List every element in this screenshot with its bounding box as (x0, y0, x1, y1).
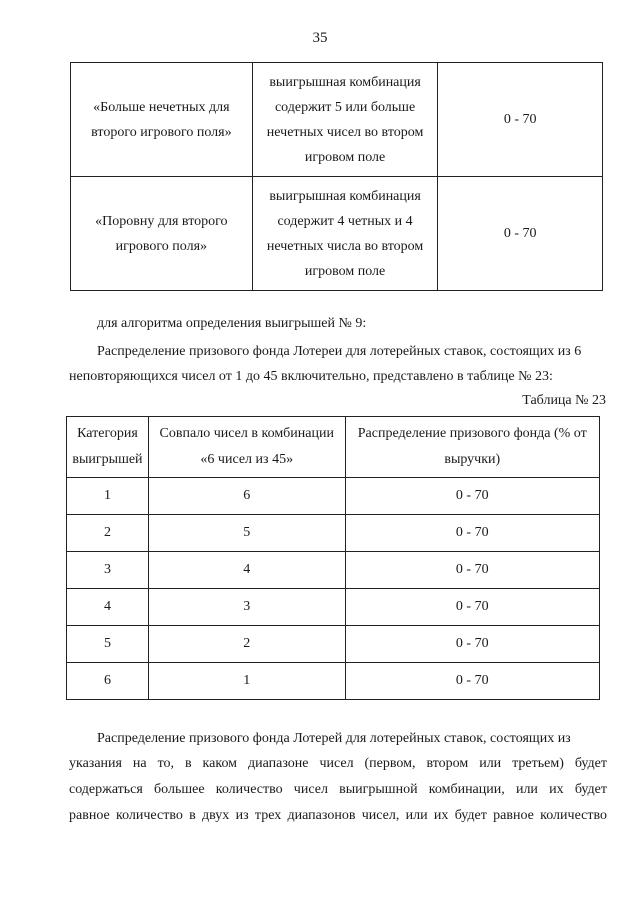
table-row (67, 515, 600, 552)
matched-cell: 4 (148, 552, 345, 589)
table-row (71, 177, 603, 291)
intro-paragraph-line: Распределение призового фонда Лотереи для лотерейных ставок, состоящих из 6 (97, 344, 582, 359)
table-row (67, 478, 600, 515)
category-cell: 6 (67, 663, 149, 700)
matched-cell: 6 (148, 478, 345, 515)
matched-cell: 3 (148, 589, 345, 626)
algorithm-line: для алгоритма определения выигрышей № 9: (97, 316, 367, 331)
table-row (67, 589, 600, 626)
category-cell: 2 (67, 515, 149, 552)
intro-paragraph-line: неповторяющихся чисел от 1 до 45 включительно, представлено в таблице № 23: (69, 369, 553, 384)
distribution-cell: 0 - 70 (345, 626, 599, 663)
header-matched-numbers: Совпало чисел в комбинации «6 чисел из 45» (148, 417, 345, 478)
condition-name-cell: «Поровну для второго игрового поля» (71, 177, 253, 291)
prize-conditions-table (70, 62, 603, 291)
table-row (67, 552, 600, 589)
table-header-row (67, 417, 600, 478)
condition-description-cell: выигрышная комбинация содержит 4 четных и 4 нечетных числа во втором игровом поле (252, 177, 438, 291)
body-paragraph-line: указания на то, в каком диапазоне чисел (первом, втором или третьем) будет (69, 756, 607, 771)
table-caption: Таблица № 23 (522, 393, 606, 408)
condition-description-cell: выигрышная комбинация содержит 5 или больше нечетных чисел во втором игровом поле (252, 63, 438, 177)
body-paragraph-line: Распределение призового фонда Лотерей для лотерейных ставок, состоящих из (97, 731, 571, 746)
body-paragraph-line: содержаться большее количество чисел выигрышной комбинации, или их будет (69, 782, 607, 797)
matched-cell: 1 (148, 663, 345, 700)
table-row (67, 663, 600, 700)
body-paragraph-line: равное количество в двух из трех диапазонов чисел, или их будет равное количество (69, 808, 607, 823)
header-category: Категория выигрышей (67, 417, 149, 478)
header-distribution: Распределение призового фонда (% от выручки) (345, 417, 599, 478)
table-row (67, 626, 600, 663)
distribution-range-cell: 0 - 70 (438, 177, 603, 291)
category-cell: 3 (67, 552, 149, 589)
category-cell: 5 (67, 626, 149, 663)
page-number: 35 (312, 30, 328, 46)
table-row (71, 63, 603, 177)
distribution-cell: 0 - 70 (345, 589, 599, 626)
category-cell: 1 (67, 478, 149, 515)
matched-cell: 5 (148, 515, 345, 552)
distribution-range-cell: 0 - 70 (438, 63, 603, 177)
prize-distribution-table (66, 416, 600, 700)
distribution-cell: 0 - 70 (345, 552, 599, 589)
category-cell: 4 (67, 589, 149, 626)
condition-name-cell: «Больше нечетных для второго игрового поля» (71, 63, 253, 177)
matched-cell: 2 (148, 626, 345, 663)
distribution-cell: 0 - 70 (345, 478, 599, 515)
distribution-cell: 0 - 70 (345, 515, 599, 552)
distribution-cell: 0 - 70 (345, 663, 599, 700)
